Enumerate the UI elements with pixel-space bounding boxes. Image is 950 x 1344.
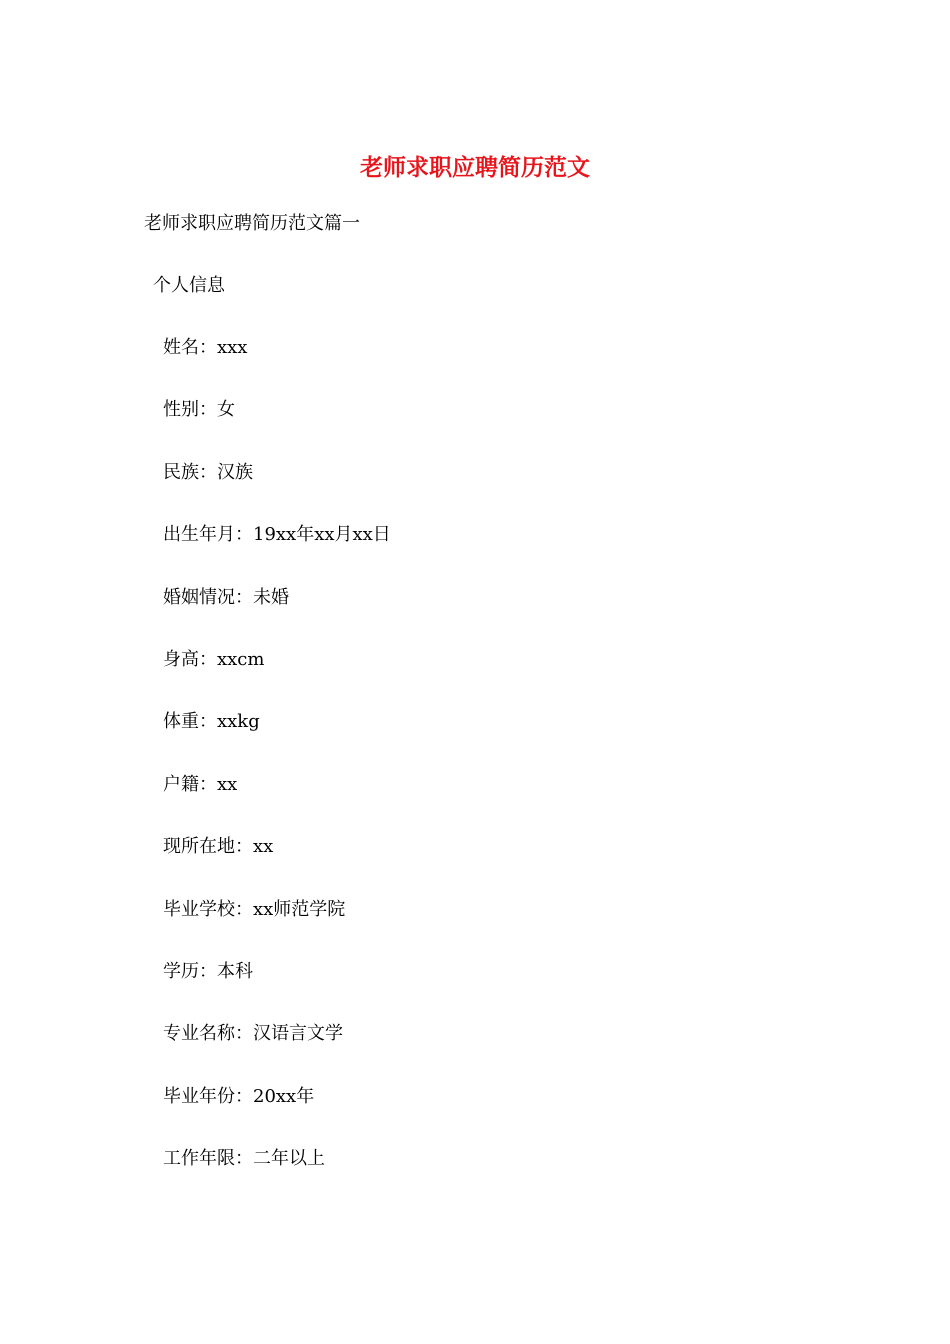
field-value: 20xx年 (253, 1085, 315, 1107)
field-ethnicity (163, 460, 391, 522)
field-label: 专业名称： (163, 1023, 253, 1045)
field-label: 民族： (163, 461, 217, 483)
field-value: 女 (217, 399, 235, 421)
field-value: 未婚 (253, 586, 289, 608)
field-label: 学历： (163, 960, 217, 982)
field-graduation-year (163, 1084, 391, 1146)
field-name (163, 335, 391, 397)
field-label: 工作年限： (163, 1148, 253, 1170)
field-label: 户籍： (163, 773, 217, 795)
field-value: 汉语言文学 (253, 1023, 343, 1045)
field-label: 身高： (163, 648, 217, 670)
section-heading-personal-info: 个人信息 (153, 275, 225, 296)
field-label: 出生年月： (163, 524, 253, 546)
field-household-registration (163, 772, 391, 834)
document-title: 老师求职应聘简历范文 (360, 154, 590, 181)
field-value: 二年以上 (253, 1148, 325, 1170)
field-label: 婚姻情况： (163, 586, 253, 608)
field-education (163, 959, 391, 1021)
field-value: xx师范学院 (253, 898, 346, 920)
field-value: xxkg (217, 711, 260, 733)
field-label: 姓名： (163, 337, 217, 358)
field-label: 现所在地： (163, 836, 253, 858)
field-value: 19xx年xx月xx日 (253, 524, 391, 546)
personal-info-list (163, 335, 391, 1208)
field-label: 毕业学校： (163, 898, 253, 920)
field-current-location (163, 834, 391, 896)
field-label: 毕业年份： (163, 1085, 253, 1107)
field-value: 汉族 (217, 461, 253, 483)
field-major (163, 1021, 391, 1083)
field-label: 体重： (163, 711, 217, 733)
field-height (163, 647, 391, 709)
field-value: xxcm (217, 648, 265, 670)
field-birth-date (163, 522, 391, 584)
field-school (163, 897, 391, 959)
field-value: xxx (217, 337, 248, 358)
document-subtitle: 老师求职应聘简历范文篇一 (144, 213, 360, 234)
field-gender (163, 397, 391, 459)
field-value: xx (217, 773, 238, 795)
field-marital-status (163, 585, 391, 647)
field-weight (163, 709, 391, 771)
field-label: 性别： (163, 399, 217, 421)
field-value: xx (253, 836, 274, 858)
field-work-experience (163, 1146, 391, 1208)
field-value: 本科 (217, 960, 253, 982)
